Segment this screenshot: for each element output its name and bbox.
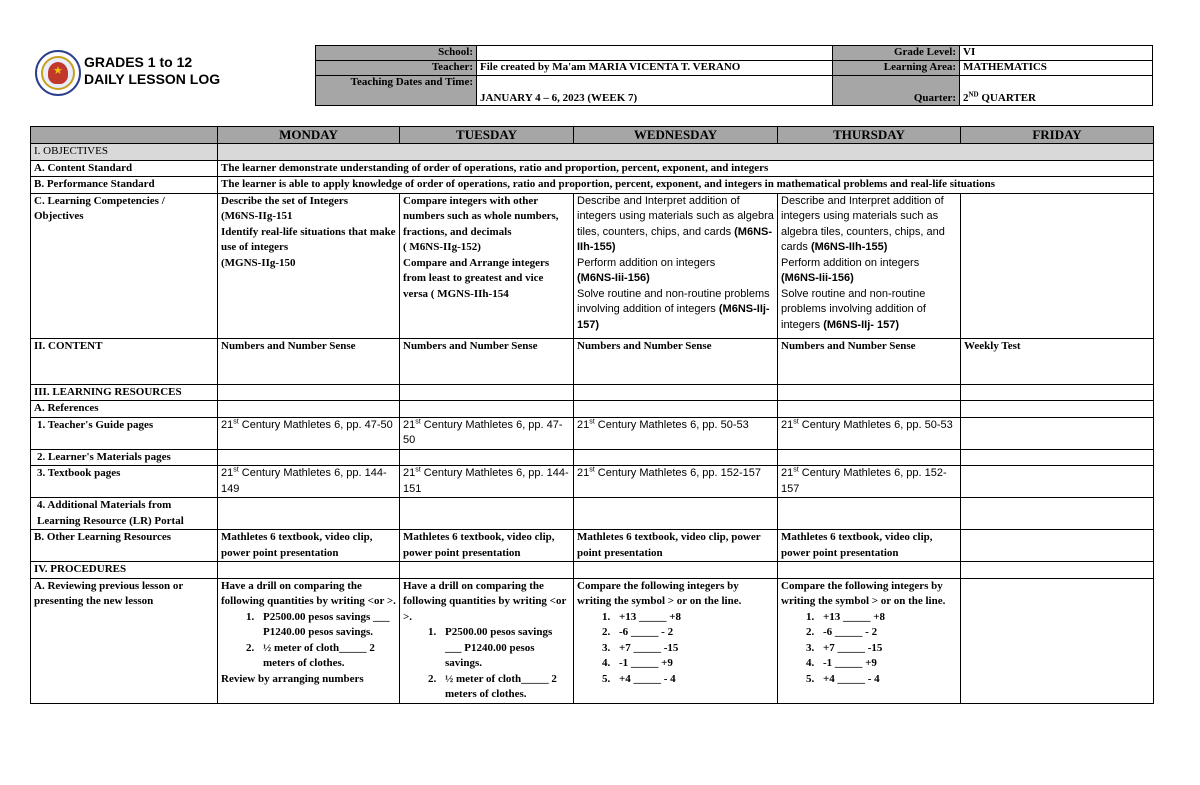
content-monday: Numbers and Number Sense [218,338,400,384]
title-line1: GRADES 1 to 12 [84,54,193,70]
objectives-heading: I. OBJECTIVES [31,144,218,161]
objectives-heading-row [31,144,1154,161]
area-label: Learning Area: [833,61,960,76]
day-thursday: THURSDAY [778,127,961,144]
info-table [315,45,1153,106]
day-monday: MONDAY [218,127,400,144]
textbook-label: 3. Textbook pages [31,466,218,498]
other-resources-label: B. Other Learning Resources [31,530,218,562]
tg-thursday: 21st Century Mathletes 6, pp. 50-53 [778,417,961,449]
competencies-row [31,193,1154,338]
learners-materials-row [31,449,1154,466]
review-wednesday: Compare the following integers by writing the symbol > or on the line. 1. +13 _____ +8 2. -6 _____ - 2 3. +7 _____ -15 4. -1 _____ +9 5. +4 _____ - 4 [574,578,778,703]
references-row [31,401,1154,418]
tb-thursday: 21st Century Mathletes 6, pp. 152-157 [778,466,961,498]
content-tuesday: Numbers and Number Sense [400,338,574,384]
review-thursday: Compare the following integers by writing the symbol > or on the line. 1. +13 _____ +8 2. -6 _____ - 2 3. +7 _____ -15 4. -1 _____ +9 5. +4 _____ - 4 [778,578,961,703]
dates-value: JANUARY 4 – 6, 2023 (WEEK 7) [477,76,833,106]
grade-label: Grade Level: [833,46,960,61]
other-tuesday: Mathletes 6 textbook, video clip, power point presentation [400,530,574,562]
competencies-monday: Describe the set of Integers (M6NS-IIg-151 Identify real-life situations that make use of integers (MGNS-IIg-150 [218,193,400,338]
content-row [31,338,1154,384]
content-standard-label: A. Content Standard [31,160,218,177]
tg-wednesday: 21st Century Mathletes 6, pp. 50-53 [574,417,778,449]
review-row [31,578,1154,703]
tb-monday: 21st Century Mathletes 6, pp. 144-149 [218,466,400,498]
performance-standard-row [31,177,1154,194]
resources-heading-row [31,384,1154,401]
review-monday: Have a drill on comparing the following quantities by writing <or >. 1. P2500.00 pesos savings ___ P1240.00 pesos savings. 2. ½ meter of cloth_____ 2 meters of clothes. Review by arranging numbers [218,578,400,703]
content-standard-row [31,160,1154,177]
teachers-guide-label: 1. Teacher's Guide pages [31,417,218,449]
content-wednesday: Numbers and Number Sense [574,338,778,384]
content-heading: II. CONTENT [31,338,218,384]
school-value [477,46,833,61]
tg-tuesday: 21st Century Mathletes 6, pp. 47-50 [400,417,574,449]
grade-value: VI [960,46,1153,61]
performance-standard-text: The learner is able to apply knowledge of order of operations, ratio and proportion, percent, exponent, and integers in mathematical problems and real-life situations [218,177,1154,194]
review-tuesday: Have a drill on comparing the following quantities by writing <or >. 1. P2500.00 pesos savings ___ P1240.00 pesos savings. 2. ½ meter of cloth_____ 2 meters of clothes. [400,578,574,703]
textbook-row [31,466,1154,498]
learners-materials-label: 2. Learner's Materials pages [31,449,218,466]
references-label: A. References [31,401,218,418]
quarter-label: Quarter: [833,76,960,106]
dates-label: Teaching Dates and Time: [316,76,477,106]
review-friday [961,578,1154,703]
lesson-table [30,126,1154,704]
competencies-label: C. Learning Competencies / Objectives [31,193,218,338]
review-label: A. Reviewing previous lesson or presenting the new lesson [31,578,218,703]
additional-materials-label: 4. Additional Materials from Learning Resource (LR) Portal [31,498,218,530]
day-header-row [31,127,1154,144]
teachers-guide-row [31,417,1154,449]
competencies-tuesday: Compare integers with other numbers such as whole numbers, fractions, and decimals ( M6NS-IIg-152) Compare and Arrange integers from least to greatest and vice versa ( MGNS-IIh-154 [400,193,574,338]
tg-monday: 21st Century Mathletes 6, pp. 47-50 [218,417,400,449]
other-monday: Mathletes 6 textbook, video clip, power point presentation [218,530,400,562]
performance-standard-label: B. Performance Standard [31,177,218,194]
day-friday: FRIDAY [961,127,1154,144]
resources-heading: III. LEARNING RESOURCES [31,384,218,401]
tb-tuesday: 21st Century Mathletes 6, pp. 144-151 [400,466,574,498]
teacher-value: File created by Ma'am MARIA VICENTA T. VERANO [477,61,833,76]
day-tuesday: TUESDAY [400,127,574,144]
day-wednesday: WEDNESDAY [574,127,778,144]
content-thursday: Numbers and Number Sense [778,338,961,384]
other-wednesday: Mathletes 6 textbook, video clip, power point presentation [574,530,778,562]
procedures-heading: IV. PROCEDURES [31,562,218,579]
area-value: MATHEMATICS [960,61,1153,76]
additional-materials-row [31,498,1154,530]
school-label: School: [316,46,477,61]
content-standard-text: The learner demonstrate understanding of order of operations, ratio and proportion, percent, exponent, and integers [218,160,1154,177]
deped-seal-icon: ★ [35,50,81,96]
quarter-value: 2ND QUARTER [960,76,1153,106]
teacher-label: Teacher: [316,61,477,76]
procedures-heading-row [31,562,1154,579]
competencies-friday [961,193,1154,338]
content-friday: Weekly Test [961,338,1154,384]
tb-wednesday: 21st Century Mathletes 6, pp. 152-157 [574,466,778,498]
competencies-wednesday: Describe and Interpret addition of integers using materials such as algebra tiles, counters, chips, and cards (M6NS-IIh-155) Perform addition on integers (M6NS-Iii-156) Solve routine and non-routine problems involving addition of integers (M6NS-IIj- 157) [574,193,778,338]
form-title [84,54,220,88]
other-thursday: Mathletes 6 textbook, video clip, power point presentation [778,530,961,562]
competencies-thursday: Describe and Interpret addition of integers using materials such as algebra tiles, counters, chips, and cards (M6NS-IIh-155) Perform addition on integers (M6NS-Iii-156) Solve routine and non-routine problems involving addition of integers (M6NS-IIj- 157) [778,193,961,338]
title-line2: DAILY LESSON LOG [84,71,221,87]
other-resources-row [31,530,1154,562]
